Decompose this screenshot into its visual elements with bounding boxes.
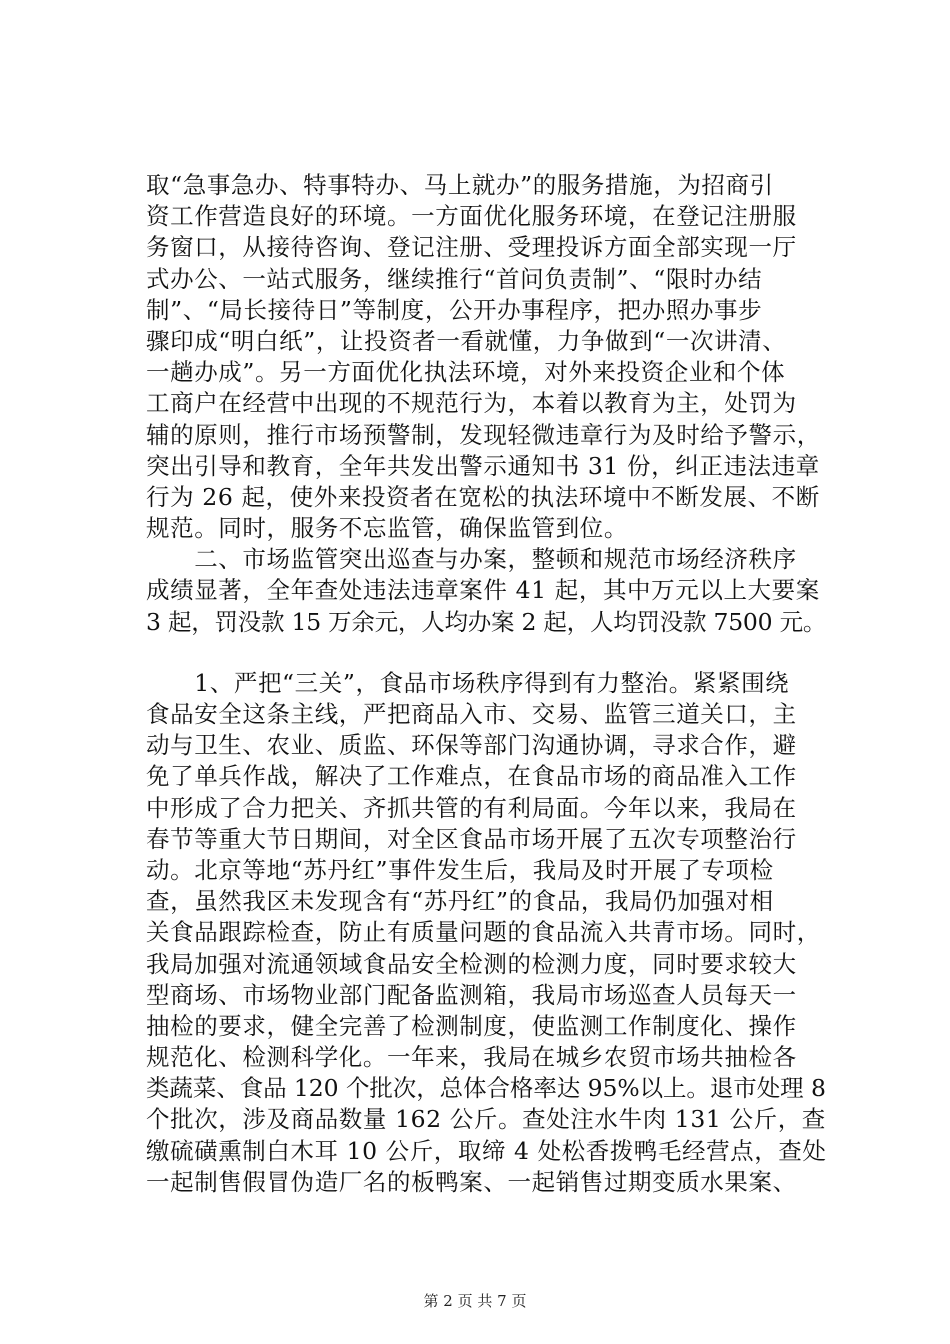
text-line: 查，虽然我区未发现含有“苏丹红”的食品，我局仍加强对相 [146,887,774,916]
text-line: 取“急事急办、特事特办、马上就办”的服务措施，为招商引 [146,171,774,199]
paragraph-block-1 [146,170,826,638]
text-line: 式办公、一站式服务，继续推行“首问负责制”、“限时办结 [146,264,763,293]
text-line: 抽检的要求，健全完善了检测制度，使监测工作制度化、操作 [146,1011,797,1040]
paragraph-gap [146,638,826,668]
text-line: 个批次，涉及商品数量 162 公斤。查处注水牛肉 131 公斤，查 [146,1105,826,1134]
text-line: 资工作营造良好的环境。一方面优化服务环境，在登记注册服 [146,202,797,231]
text-line: 春节等重大节日期间，对全区食品市场开展了五次专项整治行 [146,824,797,853]
text-line: 3 起，罚没款 15 万余元，人均办案 2 起，人均罚没款 7500 元。 [146,607,827,636]
text-line: 制”、“局长接待日”等制度，公开办事程序，把办照办事步 [146,295,763,324]
text-line: 1、严把“三关”，食品市场秩序得到有力整治。紧紧围绕 [146,668,790,697]
text-line: 骤印成“明白纸”，让投资者一看就懂，力争做到“一次讲清、 [146,326,787,355]
text-line: 行为 26 起，使外来投资者在宽松的执法环境中不断发展、不断 [146,482,820,511]
text-line: 我局加强对流通领域食品安全检测的检测力度，同时要求较大 [146,949,797,978]
text-line: 务窗口，从接待咨询、登记注册、受理投诉方面全部实现一厅 [146,233,797,262]
document-body [146,170,826,1198]
text-line: 成绩显著，全年查处违法违章案件 41 起，其中万元以上大要案 [146,576,820,605]
text-line: 动与卫生、农业、质监、环保等部门沟通协调，寻求合作，避 [146,731,797,760]
page-footer: 第 2 页 共 7 页 [423,1292,527,1310]
text-line: 一起制售假冒伪造厂名的板鸭案、一起销售过期变质水果案、 [146,1167,797,1196]
text-line: 工商户在经营中出现的不规范行为，本着以教育为主，处罚为 [146,389,797,418]
text-line: 食品安全这条主线，严把商品入市、交易、监管三道关口，主 [146,700,797,728]
text-line: 关食品跟踪检查，防止有质量问题的食品流入共青市场。同时， [146,918,821,947]
text-line: 辅的原则，推行市场预警制，发现轻微违章行为及时给予警示， [146,420,821,449]
text-line: 缴硫磺熏制白木耳 10 公斤，取缔 4 处松香拨鸭毛经营点，查处 [146,1136,827,1165]
text-line: 动。北京等地“苏丹红”事件发生后，我局及时开展了专项检 [146,855,774,884]
text-line: 免了单兵作战，解决了工作难点，在食品市场的商品准入工作 [146,762,797,791]
text-line: 规范化、检测科学化。一年来，我局在城乡农贸市场共抽检各 [146,1043,797,1072]
paragraph-block-2 [146,668,826,1198]
text-line: 类蔬菜、食品 120 个批次，总体合格率达 95%以上。退市处理 8 [146,1074,826,1103]
text-line: 突出引导和教育，全年共发出警示通知书 31 份，纠正违法违章 [146,451,820,480]
text-line: 一趟办成”。另一方面优化执法环境，对外来投资企业和个体 [146,358,786,387]
text-line: 二、市场监管突出巡查与办案，整顿和规范市场经济秩序 [146,545,797,574]
text-line: 型商场、市场物业部门配备监测箱，我局市场巡查人员每天一 [146,980,797,1009]
text-line: 规范。同时，服务不忘监管，确保监管到位。 [146,514,628,543]
text-line: 中形成了合力把关、齐抓共管的有利局面。今年以来，我局在 [146,793,797,822]
